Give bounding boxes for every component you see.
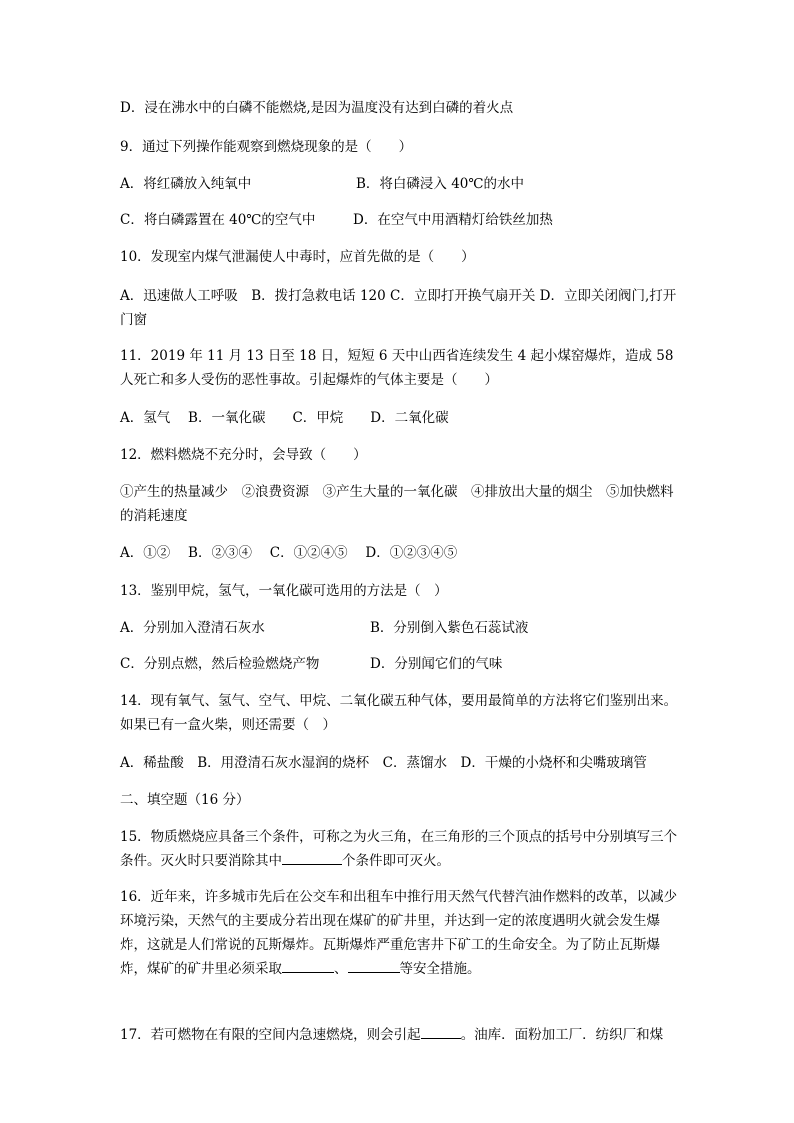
q15-blank[interactable] bbox=[282, 850, 342, 865]
q15-stem bbox=[120, 825, 680, 873]
q13-option-b: B．分别倒入紫色石蕊试液 bbox=[370, 620, 529, 636]
q12-items: ①产生的热量减少 ②浪费资源 ③产生大量的一氧化碳 ④排放出大量的烟尘 ⑤加快燃料的消耗速度 bbox=[120, 484, 674, 524]
q13-options-row-1 bbox=[120, 618, 680, 638]
q9-option-d: D．在空气中用酒精灯给铁丝加热 bbox=[353, 212, 553, 228]
q16-text-3: 等安全措施。 bbox=[399, 961, 481, 977]
q13-stem: 13．鉴别甲烷，氢气，一氧化碳可选用的方法是（ ） bbox=[120, 583, 448, 599]
q14-options: A．稀盐酸 B．用澄清石灰水湿润的烧杯 C．蒸馏水 D．干燥的小烧杯和尖嘴玻璃管 bbox=[120, 755, 647, 771]
q9-option-a: A．将红磷放入纯氧中 bbox=[120, 176, 252, 192]
q11-stem: 11．2019 年 11 月 13 日至 18 日，短短 6 天中山西省连续发生 4 起小煤窑爆炸，造成 58 人死亡和多人受伤的恶性事故。引起爆炸的气体主要是（ ） bbox=[120, 348, 674, 388]
q13-options-row-2 bbox=[120, 654, 680, 674]
q17-text-1: 17．若可燃物在有限的空间内急速燃烧，则会引起 bbox=[120, 1027, 421, 1043]
q11-options: A．氢气 B．一氧化碳 C．甲烷 D．二氧化碳 bbox=[120, 410, 449, 426]
q10-stem: 10．发现室内煤气泄漏使人中毒时，应首先做的是（ ） bbox=[120, 249, 475, 265]
q9-option-b: B．将白磷浸入 40℃的水中 bbox=[356, 176, 524, 192]
q13-option-d: D．分别闻它们的气味 bbox=[370, 656, 503, 672]
q13-option-a: A．分别加入澄清石灰水 bbox=[120, 620, 265, 636]
q16-text-2: 、 bbox=[334, 961, 348, 977]
q14-stem: 14．现有氧气、氢气、空气、甲烷、二氧化碳五种气体，要用最简单的方法将它们鉴别出来。如果已有一盒火柴，则还需要（ ） bbox=[120, 693, 678, 733]
q17-blank[interactable] bbox=[421, 1024, 461, 1039]
q15-text-2: 个条件即可灭火。 bbox=[342, 853, 450, 869]
q9-options-row-2 bbox=[120, 210, 680, 230]
q16-blank-1[interactable] bbox=[282, 958, 334, 973]
q8-option-d: D．浸在沸水中的白磷不能燃烧,是因为温度没有达到白磷的着火点 bbox=[120, 100, 514, 116]
q16-text-1: 16．近年来，许多城市先后在公交车和出租车中推行用天然气代替汽油作燃料的改革，以减少环境污染，天然气的主要成分若出现在煤矿的矿井里，并达到一定的浓度遇明火就会发生爆炸，这就是人们常说的瓦斯爆炸。瓦斯爆炸严重危害井下矿工的生命安全。为了防止瓦斯爆炸，煤矿的矿井里必须采取 bbox=[120, 889, 678, 977]
q16-blank-2[interactable] bbox=[348, 958, 400, 973]
q12-stem: 12．燃料燃烧不充分时，会导致（ ） bbox=[120, 447, 367, 463]
q9-options-row-1 bbox=[120, 174, 680, 194]
q9-stem: 9．通过下列操作能观察到燃烧现象的是（ ） bbox=[120, 139, 413, 155]
q17-stem bbox=[120, 1024, 663, 1045]
q10-options: A．迅速做人工呼吸 B．拨打急救电话 120 C．立即打开换气扇开关 D．立即关闭阀门,打开门窗 bbox=[120, 288, 677, 328]
q17-text-2: 。油库．面粉加工厂．纺织厂和煤 bbox=[460, 1027, 664, 1043]
q12-options: A．①② B．②③④ C．①②④⑤ D．①②③④⑤ bbox=[120, 545, 458, 561]
q13-option-c: C．分别点燃，然后检验燃烧产物 bbox=[120, 656, 320, 672]
q9-option-c: C．将白磷露置在 40℃的空气中 bbox=[120, 212, 316, 228]
section-2-heading: 二、填空题（16 分） bbox=[120, 792, 250, 808]
q15-text-1: 15．物质燃烧应具备三个条件，可称之为火三角，在三角形的三个顶点的括号中分别填写三个条件。灭火时只要消除其中 bbox=[120, 829, 678, 869]
q16-stem bbox=[120, 885, 680, 981]
